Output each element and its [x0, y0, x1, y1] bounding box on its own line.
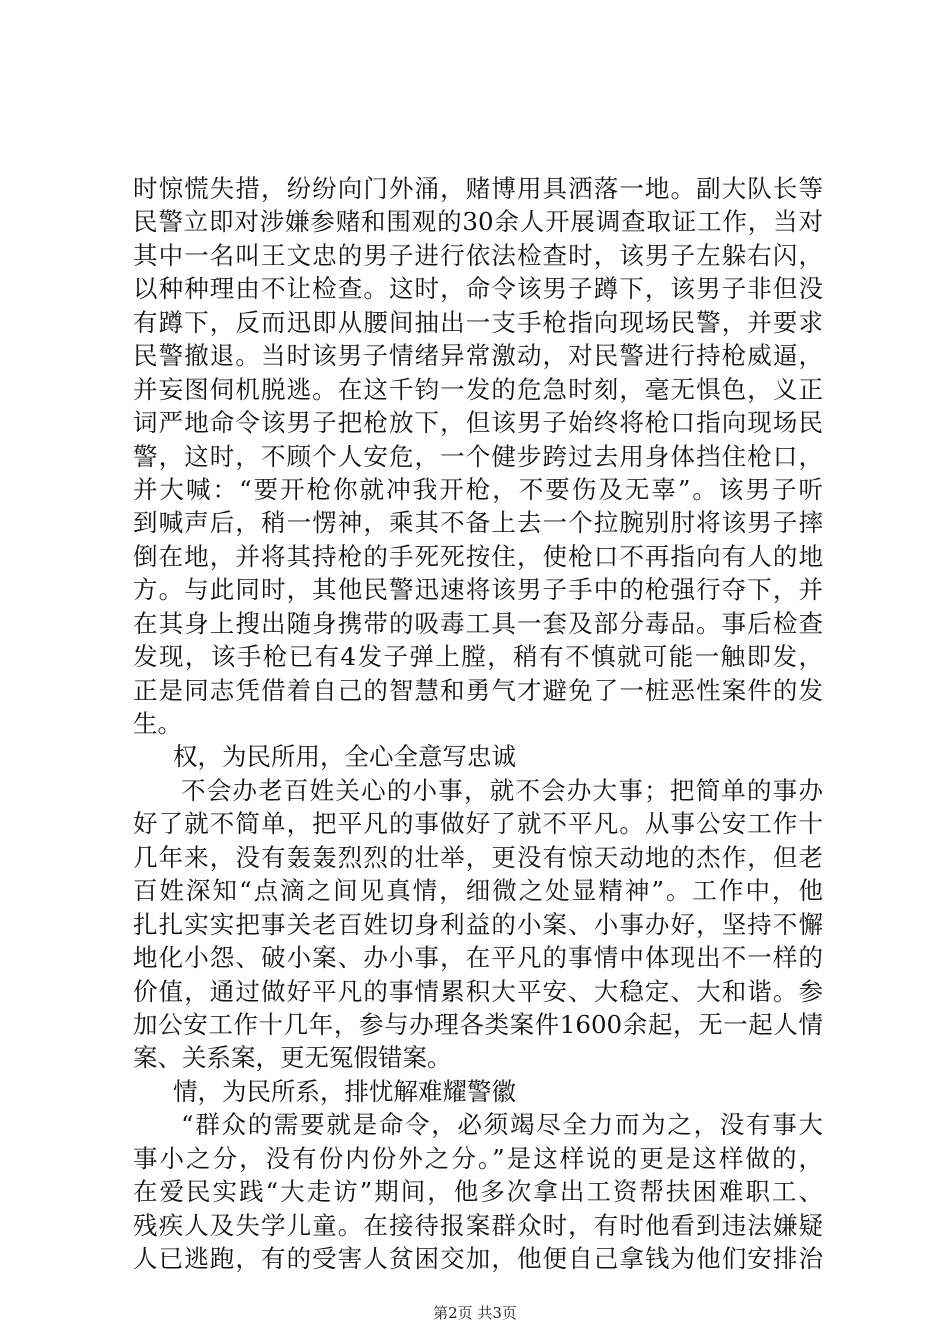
- text-line: 加公安工作十几年，参与办理各类案件1600余起，无一起人情: [133, 1009, 823, 1039]
- text-line: 发现，该手枪已有4发子弹上膛，稍有不慎就可能一触即发，: [133, 642, 823, 672]
- text-line: “群众的需要就是命令，必须竭尽全力而为之，没有事大: [181, 1110, 823, 1140]
- text-line: 并大喊：“要开枪你就冲我开枪，不要伤及无辜”。该男子听: [133, 474, 823, 504]
- text-line: 倒在地，并将其持枪的手死死按住，使枪口不再指向有人的地: [133, 541, 823, 571]
- text-line: 人已逃跑，有的受害人贫困交加，他便自己拿钱为他们安排治: [133, 1244, 823, 1273]
- section-heading: 权，为民所用，全心全意写忠诚: [173, 742, 516, 772]
- text-line: 其中一名叫王文忠的男子进行依法检查时，该男子左躲右闪，: [133, 240, 823, 270]
- text-line: 到喊声后，稍一愣神，乘其不备上去一个拉腕别肘将该男子摔: [133, 508, 823, 538]
- text-line: 价值，通过做好平凡的事情累积大平安、大稳定、大和谐。参: [133, 976, 823, 1006]
- text-line: 有蹲下，反而迅即从腰间抽出一支手枪指向现场民警，并要求: [133, 307, 823, 337]
- text-line: 生。: [133, 709, 182, 738]
- text-line: 正是同志凭借着自己的智慧和勇气才避免了一桩恶性案件的发: [133, 675, 823, 705]
- section-heading: 情，为民所系，排忧解难耀警徽: [173, 1076, 516, 1106]
- text-line: 并妄图伺机脱逃。在这千钧一发的危急时刻，毫无惧色，义正: [133, 374, 823, 404]
- text-line: 警，这时，不顾个人安危，一个健步跨过去用身体挡住枪口，: [133, 441, 823, 471]
- text-line: 不会办老百姓关心的小事，就不会办大事；把简单的事办: [181, 775, 823, 805]
- text-line: 在其身上搜出随身携带的吸毒工具一套及部分毒品。事后检查: [133, 608, 823, 638]
- text-line: 在爱民实践“大走访”期间，他多次拿出工资帮扶困难职工、: [133, 1177, 823, 1207]
- text-line: 方。与此同时，其他民警迅速将该男子手中的枪强行夺下，并: [133, 575, 823, 605]
- text-line: 事小之分，没有份内份外之分。”是这样说的更是这样做的，: [133, 1143, 823, 1173]
- text-line: 地化小怨、破小案、办小事，在平凡的事情中体现出不一样的: [133, 943, 823, 973]
- text-line: 词严地命令该男子把枪放下，但该男子始终将枪口指向现场民: [133, 408, 823, 438]
- text-line: 时惊慌失措，纷纷向门外涌，赌博用具洒落一地。副大队长等: [133, 174, 823, 203]
- document-body: [133, 172, 823, 1275]
- page-number: 第2页 共3页: [433, 1304, 517, 1322]
- text-line: 百姓深知“点滴之间见真情，细微之处显精神”。工作中，他: [133, 876, 823, 906]
- text-line: 案、关系案，更无冤假错案。: [133, 1043, 452, 1073]
- text-line: 好了就不简单，把平凡的事做好了就不平凡。从事公安工作十: [133, 809, 823, 839]
- text-line: 民警立即对涉嫌参赌和围观的30余人开展调查取证工作，当对: [133, 207, 823, 237]
- text-line: 以种种理由不让检查。这时，命令该男子蹲下，该男子非但没: [133, 274, 823, 304]
- text-line: 民警撤退。当时该男子情绪异常激动，对民警进行持枪威逼，: [133, 341, 823, 371]
- text-line: 扎扎实实把事关老百姓切身利益的小案、小事办好，坚持不懈: [133, 909, 823, 939]
- text-line: 几年来，没有轰轰烈烈的壮举，更没有惊天动地的杰作，但老: [133, 842, 823, 872]
- text-line: 残疾人及失学儿童。在接待报案群众时，有时他看到违法嫌疑: [133, 1210, 823, 1240]
